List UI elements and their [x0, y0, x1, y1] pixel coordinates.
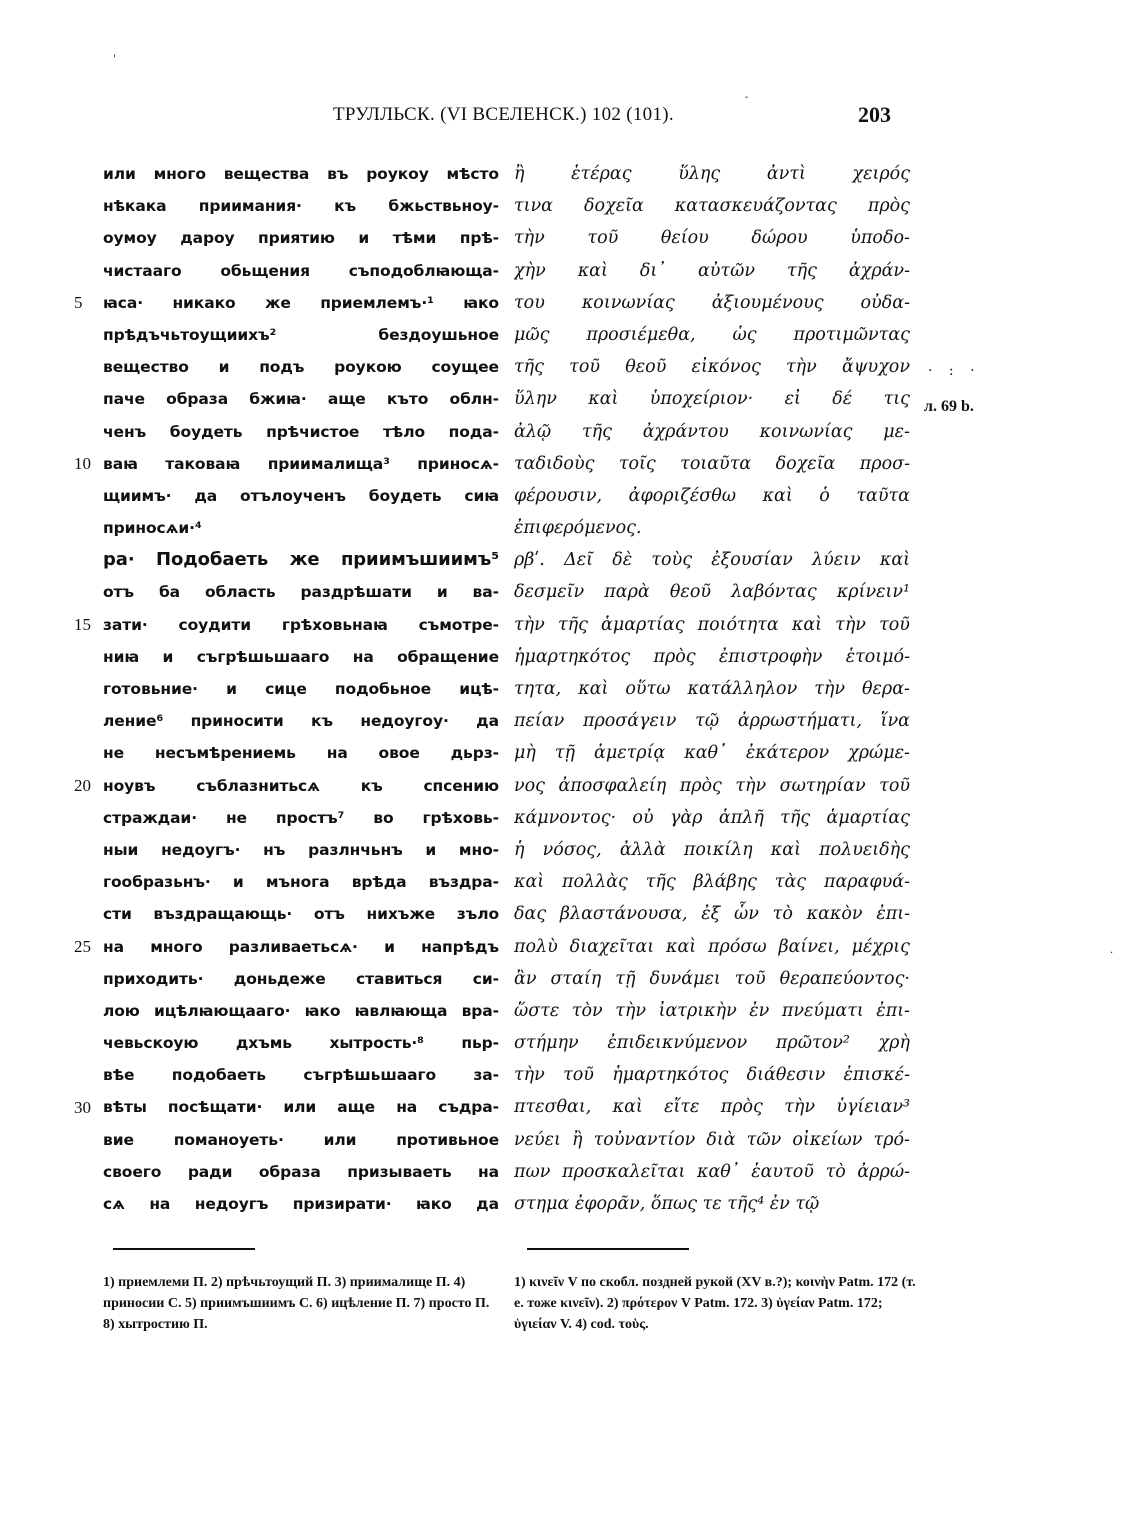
text-line: чевьскоую дхъмь хытрость·⁸ пьр- [103, 1034, 499, 1053]
text-line: отъ ба область раздрѣшати и ва- [103, 583, 499, 602]
text-line: τῆς τοῦ θεοῦ εἰκόνος τὴν ἄψυχον [514, 357, 910, 378]
text-line: оумоу дароу приятию и тѣми прѣ- [103, 229, 499, 248]
text-line: ταδιδοὺς τοῖς τοιαῦτα δοχεῖα προσ- [514, 453, 910, 474]
text-line: страждаи· не простъ⁷ во грѣховь- [103, 808, 499, 827]
line-number: 5 [74, 293, 83, 312]
text-line: πων προσκαλεῖται καθ᾽ ἑαυτοῦ τὸ ἀρρώ- [514, 1161, 910, 1182]
text-line: ление⁶ приносити къ недоугоу· да [103, 712, 499, 731]
text-line: паче образа бжиꙗ· аще къто облн- [103, 390, 499, 409]
text-line: ныи недоугъ· нъ разлнчьнъ и мно- [103, 840, 499, 859]
text-line: ἡ νόσος, ἀλλὰ ποικίλη καὶ πολυειδὴς [514, 839, 910, 860]
text-line: τινα δοχεῖα κατασκευάζοντας πρὸς [514, 196, 910, 217]
footnotes-right: 1) κινεῖν V по скобл. поздней рукой (XV в.?); κοινὴν Patm. 172 (т. е. тоже κινεῖν). 2) πρότερον V Patm. 172. 3) ὑγείαν Patm. 172; ὑγιείαν V. 4) cod. τοὺς. [514, 1275, 916, 1332]
text-line: ваꙗ таковаꙗ приималища³ приносѧ- [103, 454, 499, 473]
text-line: чистааго обьщения съподоблꙗюща- [103, 261, 499, 280]
text-line: ἐπιφερόμενος. [514, 518, 642, 539]
footnotes-left: 1) приемлеми П. 2) прѣчьтоущий П. 3) приималище П. 4) приносии С. 5) приимъшиимъ С. 6) ицѣление П. 7) просто П. 8) хытростию П. [103, 1275, 490, 1332]
text-line: τὴν τοῦ ἡμαρτηκότος διάθεσιν ἐπισκέ- [514, 1065, 910, 1086]
line-number: 10 [74, 454, 91, 473]
text-line: ἀλῷ τῆς ἀχράντου κοινωνίας με- [514, 421, 910, 442]
text-line: сти въздращающь· отъ нихъже зъло [103, 905, 499, 924]
text-line: готовьние· и сице подобьное ицѣ- [103, 680, 499, 698]
scan-speck: ' [113, 54, 116, 65]
margin-dots: · : · [928, 363, 981, 379]
line-number: 25 [74, 937, 91, 956]
text-line: своего ради образа призываеть на [103, 1162, 499, 1181]
text-line: сѧ на недоугъ призирати· ꙗко да [103, 1195, 499, 1213]
text-line: ρβʹ. Δεῖ δὲ τοὺς ἐξουσίαν λύειν καὶ [514, 550, 910, 571]
text-line: ра· Подобаеть же приимъшиимъ⁵ [103, 549, 499, 571]
text-line: καὶ πολλὰς τῆς βλάβης τὰς παραφυά- [514, 872, 910, 893]
text-line: ꙗса· никако же приемлемъ·¹ ꙗко [103, 293, 499, 312]
text-line: στημα ἐφορᾶν, ὅπως τε τῆς⁴ ἐν τῷ [514, 1194, 820, 1214]
text-line: ниꙗ и съгрѣшьшааго на обращение [103, 647, 499, 666]
text-line: τητα, καὶ οὕτω κατάλληλον τὴν θερα- [514, 679, 910, 699]
running-header-title: ТРУЛЛЬСК. (VI ВСЕЛЕНСК.) 102 (101). [333, 104, 674, 125]
text-line: лою ицѣлꙗющааго· ꙗко ꙗвлꙗюща вра- [103, 1001, 499, 1020]
text-line: μὴ τῇ ἀμετρίᾳ καθ᾽ ἑκάτερον χρώμε- [514, 743, 910, 764]
text-line: прѣдъчьтоущиихъ² бездоушьное [103, 325, 499, 344]
text-line: του κοινωνίας ἀξιουμένους οὐδα- [514, 292, 910, 313]
text-line: τὴν τοῦ θείου δώρου ὑποδο- [514, 228, 910, 249]
text-line: κάμνοντος· οὐ γὰρ ἁπλῆ τῆς ἁμαρτίας [514, 807, 910, 828]
text-line: τὴν τῆς ἁμαρτίας ποιότητα καὶ τὴν τοῦ [514, 614, 910, 635]
text-line: μῶς προσιέμεθα, ὡς προτιμῶντας [514, 324, 910, 345]
greek-text-column [514, 158, 910, 1220]
text-line: приходить· доньдеже ставиться си- [103, 969, 499, 988]
text-line: нѣкака приимания· къ бжьствьноу- [103, 197, 499, 216]
text-line: ноувъ съблазнитьсѧ къ спсению [103, 776, 499, 795]
text-line: δας βλαστάνουσα, ἐξ ὧν τὸ κακὸν ἐπι- [514, 904, 910, 925]
text-line: χὴν καὶ δι᾽ αὐτῶν τῆς ἀχράν- [514, 260, 910, 281]
text-line: веществo и подъ роукою соущее [103, 358, 499, 377]
slavonic-text-column [103, 158, 499, 1220]
text-line: φέρουσιν, ἀφοριζέσθω καὶ ὁ ταῦτα [514, 485, 910, 506]
text-line: приносѧи·⁴ [103, 519, 202, 538]
text-line: ченъ боудеть прѣчистое тѣло пода- [103, 422, 499, 441]
text-line: πείαν προσάγειν τῷ ἀρρωστήματι, ἵνα [514, 711, 910, 732]
text-line: νεύει ἢ τοὐναντίον διὰ τῶν οἰκείων τρό- [514, 1129, 910, 1150]
scan-speck: · [1110, 948, 1114, 959]
text-line: ἢ ἑτέρας ὕλης ἀντὶ χειρός [514, 164, 910, 184]
text-line: или много веществa въ роукоу мѣсто [103, 165, 499, 183]
page-number: 203 [858, 102, 891, 127]
text-line: στήμην ἐπιδεικνύμενον πρῶτον² χρὴ [514, 1033, 910, 1054]
text-line: πολὺ διαχεῖται καὶ πρόσω βαίνει, μέχρις [514, 936, 910, 957]
text-line: νος ἀποσφαλείη πρὸς τὴν σωτηρίαν τοῦ [514, 775, 910, 796]
text-line: зати· соудити грѣховьнаꙗ съмотре- [103, 615, 499, 634]
text-line: на много разливаетьсѧ· и напрѣдъ [103, 937, 499, 956]
text-line: ἂν σταίη τῇ δυνάμει τοῦ θεραπεύοντος· [514, 968, 910, 989]
line-number: 15 [74, 615, 91, 634]
text-line: ὥστε τὸν τὴν ἰατρικὴν ἐν πνεύματι ἐπι- [514, 1000, 910, 1021]
text-line: ὕλην καὶ ὑποχείριον· εἰ δέ τις [514, 389, 910, 410]
footnote-rule-right [527, 1248, 689, 1250]
line-number: 20 [74, 776, 91, 795]
text-line: ἡμαρτηκότος πρὸς ἐπιστροφὴν ἑτοιμό- [514, 646, 910, 667]
text-line: πτεσθαι, καὶ εἴτε πρὸς τὴν ὑγίειαν³ [514, 1097, 910, 1118]
text-line: гообразьнъ· и мънога врѣда въздра- [103, 873, 499, 892]
text-line: вие поманоуеть· или противьное [103, 1130, 499, 1149]
text-line: вѣе подобаеть съгрѣшьшааго за- [103, 1066, 499, 1085]
text-line: не несъмѣрениемь на овое дьрз- [103, 744, 499, 763]
text-line: δεσμεῖν παρὰ θεοῦ λαβόντας κρίνειν¹ [514, 582, 910, 603]
line-number: 30 [74, 1098, 91, 1117]
margin-folio-note: л. 69 b. [924, 398, 974, 415]
text-line: щиимъ· да отълоученъ боудеть сиꙗ [103, 486, 499, 505]
text-line: вѣты посѣщати· или аще на съдра- [103, 1098, 499, 1117]
footnote-rule-left [113, 1248, 255, 1250]
scan-speck: - [745, 92, 749, 103]
